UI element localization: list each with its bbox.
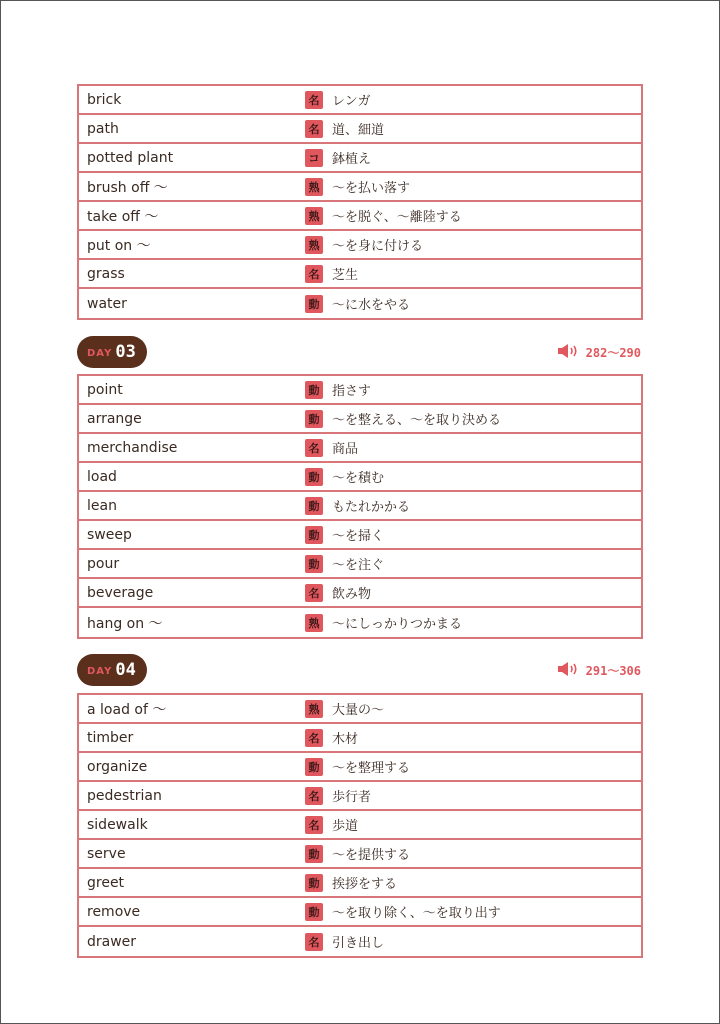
table-row xyxy=(79,202,641,231)
part-of-speech-badge: 動 xyxy=(305,758,323,776)
vocab-table-day04 xyxy=(77,693,643,958)
part-of-speech-badge: 名 xyxy=(305,439,323,457)
part-of-speech-badge: 熟 xyxy=(305,178,323,196)
table-row xyxy=(79,579,641,608)
table-row xyxy=(79,550,641,579)
day-header-04 xyxy=(77,654,643,686)
part-of-speech-badge: 動 xyxy=(305,468,323,486)
vocab-word: water xyxy=(87,295,127,312)
part-of-speech-badge: 名 xyxy=(305,787,323,805)
vocab-meaning: 道、細道 xyxy=(332,123,385,138)
audio-track-range[interactable] xyxy=(558,662,641,679)
table-row xyxy=(79,173,641,202)
vocab-word: take off 〜 xyxy=(87,208,159,225)
vocab-word: greet xyxy=(87,874,125,891)
part-of-speech-badge: 動 xyxy=(305,497,323,515)
vocab-meaning: もたれかかる xyxy=(332,500,411,515)
part-of-speech-badge: 動 xyxy=(305,526,323,544)
day-badge xyxy=(77,336,147,368)
part-of-speech-badge: 名 xyxy=(305,91,323,109)
table-row xyxy=(79,869,641,898)
table-row xyxy=(79,898,641,927)
part-of-speech-badge: 動 xyxy=(305,874,323,892)
table-row xyxy=(79,840,641,869)
table-row xyxy=(79,289,641,318)
vocab-meaning: 商品 xyxy=(332,442,359,457)
vocab-word: a load of 〜 xyxy=(87,701,167,718)
table-row xyxy=(79,434,641,463)
table-row xyxy=(79,724,641,753)
vocab-meaning: 〜を積む xyxy=(332,471,385,486)
part-of-speech-badge: 名 xyxy=(305,933,323,951)
table-row xyxy=(79,376,641,405)
vocab-word: beverage xyxy=(87,584,154,601)
vocab-meaning: 〜を脱ぐ、〜離陸する xyxy=(332,210,462,225)
part-of-speech-badge: 名 xyxy=(305,120,323,138)
vocab-word: potted plant xyxy=(87,149,174,166)
table-row xyxy=(79,753,641,782)
part-of-speech-badge: 動 xyxy=(305,903,323,921)
vocab-word: lean xyxy=(87,497,117,514)
audio-range: 282〜290 xyxy=(585,346,641,360)
part-of-speech-badge: 動 xyxy=(305,555,323,573)
vocab-word: organize xyxy=(87,758,148,775)
table-row xyxy=(79,260,641,289)
part-of-speech-badge: 熟 xyxy=(305,614,323,632)
vocab-meaning: 〜を整理する xyxy=(332,761,411,776)
table-row xyxy=(79,608,641,637)
vocab-word: arrange xyxy=(87,410,142,427)
vocab-meaning: 鉢植え xyxy=(332,152,372,167)
vocab-word: brush off 〜 xyxy=(87,179,168,196)
audio-range: 291〜306 xyxy=(585,664,641,678)
vocab-meaning: 大量の〜 xyxy=(332,703,385,718)
vocab-word: point xyxy=(87,381,123,398)
speaker-icon[interactable] xyxy=(558,344,580,361)
table-row xyxy=(79,463,641,492)
vocab-word: pour xyxy=(87,555,120,572)
table-row xyxy=(79,231,641,260)
vocab-meaning: 歩道 xyxy=(332,819,359,834)
day-label: DAY xyxy=(87,665,113,677)
vocab-meaning: 挨拶をする xyxy=(332,877,398,892)
vocab-word: drawer xyxy=(87,933,137,950)
part-of-speech-badge: 熟 xyxy=(305,207,323,225)
vocab-word: pedestrian xyxy=(87,787,162,804)
vocab-meaning: 〜を取り除く、〜を取り出す xyxy=(332,906,501,921)
part-of-speech-badge: 名 xyxy=(305,265,323,283)
day-label: DAY xyxy=(87,347,113,359)
vocab-word: sweep xyxy=(87,526,132,543)
table-row xyxy=(79,492,641,521)
table-row xyxy=(79,144,641,173)
part-of-speech-badge: 熟 xyxy=(305,700,323,718)
audio-track-range[interactable] xyxy=(558,344,641,361)
vocab-meaning: 木材 xyxy=(332,732,359,747)
table-row xyxy=(79,811,641,840)
vocab-meaning: 〜を払い落す xyxy=(332,181,411,196)
vocab-word: brick xyxy=(87,91,122,108)
vocab-meaning: 芝生 xyxy=(332,268,359,283)
table-row xyxy=(79,695,641,724)
vocab-meaning: 飲み物 xyxy=(332,587,372,602)
part-of-speech-badge: 動 xyxy=(305,410,323,428)
vocab-meaning: 指さす xyxy=(332,384,372,399)
day-number: 04 xyxy=(115,660,136,680)
vocab-meaning: 〜に水をやる xyxy=(332,298,411,313)
speaker-icon[interactable] xyxy=(558,662,580,679)
part-of-speech-badge: 熟 xyxy=(305,236,323,254)
vocab-table-day03 xyxy=(77,374,643,639)
table-row xyxy=(79,405,641,434)
vocab-meaning: レンガ xyxy=(332,94,371,109)
vocab-word: load xyxy=(87,468,117,485)
vocab-word: hang on 〜 xyxy=(87,615,163,632)
day-header-03 xyxy=(77,336,643,368)
vocab-meaning: 引き出し xyxy=(332,936,385,951)
part-of-speech-badge: 動 xyxy=(305,381,323,399)
vocab-word: remove xyxy=(87,903,141,920)
vocab-meaning: 〜を注ぐ xyxy=(332,558,385,573)
table-row xyxy=(79,115,641,144)
vocab-meaning: 〜にしっかりつかまる xyxy=(332,617,463,632)
vocab-word: put on 〜 xyxy=(87,237,151,254)
day-number: 03 xyxy=(115,342,136,362)
part-of-speech-badge: 名 xyxy=(305,584,323,602)
vocab-meaning: 〜を掃く xyxy=(332,529,385,544)
part-of-speech-badge: 名 xyxy=(305,729,323,747)
table-row xyxy=(79,927,641,956)
day-badge xyxy=(77,654,147,686)
vocab-meaning: 〜を提供する xyxy=(332,848,411,863)
vocab-word: path xyxy=(87,120,119,137)
vocab-word: grass xyxy=(87,265,125,282)
vocab-table-top xyxy=(77,84,643,320)
table-row xyxy=(79,86,641,115)
vocab-meaning: 〜を身に付ける xyxy=(332,239,424,254)
vocab-word: serve xyxy=(87,845,126,862)
vocab-meaning: 歩行者 xyxy=(332,790,372,805)
part-of-speech-badge: コ xyxy=(305,149,323,167)
part-of-speech-badge: 動 xyxy=(305,295,323,313)
part-of-speech-badge: 動 xyxy=(305,845,323,863)
part-of-speech-badge: 名 xyxy=(305,816,323,834)
vocab-word: merchandise xyxy=(87,439,178,456)
vocab-word: sidewalk xyxy=(87,816,148,833)
table-row xyxy=(79,782,641,811)
vocab-meaning: 〜を整える、〜を取り決める xyxy=(332,413,502,428)
table-row xyxy=(79,521,641,550)
vocab-word: timber xyxy=(87,729,134,746)
